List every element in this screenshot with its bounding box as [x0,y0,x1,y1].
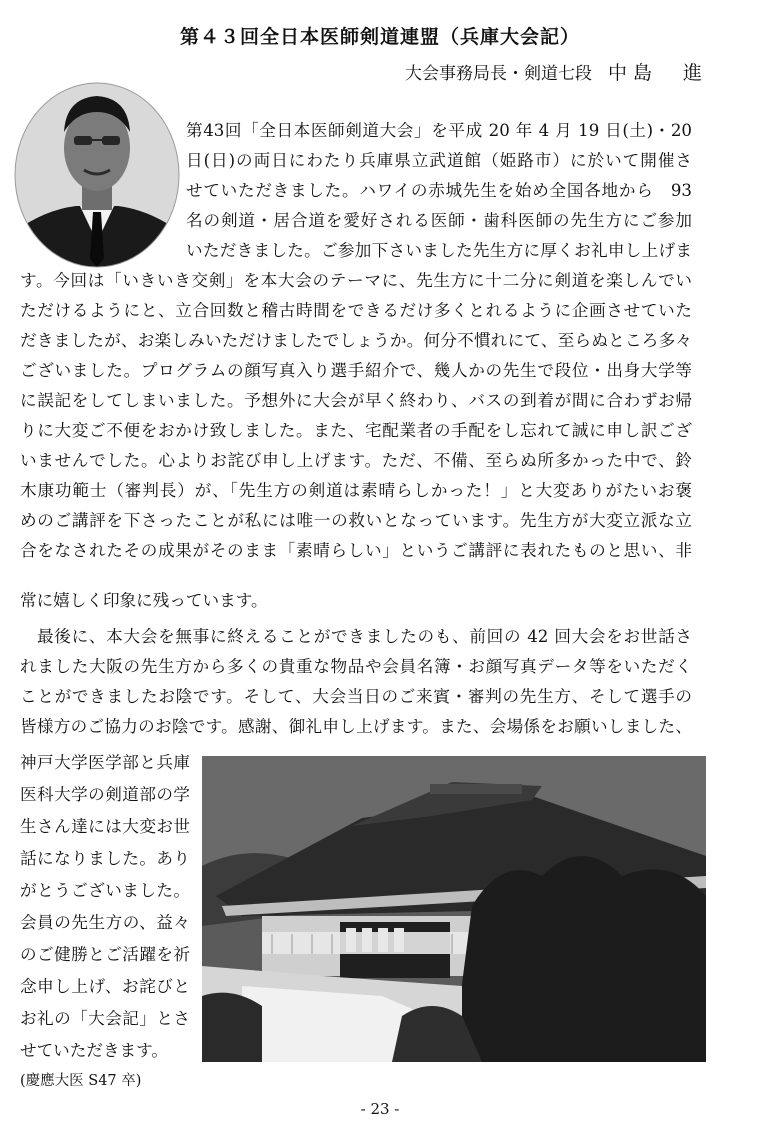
side-line: お礼の「大会記」とさ [20,1009,190,1028]
body-line: いませんでした。心よりお詫び申し上げます。ただ、不備、至らぬ所多かった中で、鈴 [20,451,692,470]
side-line: 話になりました。あり [20,849,190,868]
article-title: 第４３回全日本医師剣道連盟（兵庫大会記） [179,26,580,48]
budokan-photo [202,756,706,1062]
side-line: 念申し上げ、お詫びと [20,977,190,996]
body-line: ことができましたお陰です。そして、大会当日のご来賓・審判の先生方、そして選手の [20,687,692,706]
body-line: いただきました。ご参加下さいました先生方に厚くお礼申し上げま [186,241,692,260]
author-affiliation: (慶應大医 S47 卒) [20,1073,142,1089]
body-line: す。今回は「いきいき交剣」を本大会のテーマに、先生方に十二分に剣道を楽しんでい [20,271,692,290]
body-line: 日(日)の両日にわたり兵庫県立武道館（姫路市）に於いて開催さ [186,151,692,170]
body-line: 常に嬉しく印象に残っています。 [20,591,268,610]
author-role: 大会事務局長・剣道七段 [404,64,592,84]
body-line: 皆様方のご協力のお陰です。感謝、御礼申し上げます。また、会場係をお願いしました、 [20,717,692,736]
body-line: れました大阪の先生方から多くの貴重な物品や会員名簿・お顔写真データ等をいただく [20,657,692,676]
body-line: ございました。プログラムの顔写真入り選手紹介で、幾人かの先生で段位・出身大学等 [20,361,692,380]
side-line: 生さん達には大変お世 [20,817,190,836]
body-line: 木康功範士（審判長）が、「先生方の剣道は素晴らしかった！」と大変ありがたいお褒 [20,481,692,500]
side-line: 医科大学の剣道部の学 [20,785,190,804]
body-line: 最後に、本大会を無事に終えることができましたのも、前回の 42 回大会をお世話さ [37,627,692,646]
body-line: せていただきました。ハワイの赤城先生を始め全国各地から 93 [186,181,692,200]
body-line: だきましたが、お楽しみいただけましたでしょうか。何分不慣れにて、至らぬところ多々 [20,331,692,350]
side-line: のご健勝とご活躍を祈 [20,945,190,964]
body-line: 合をなされたその成果がそのまま「素晴らしい」というご講評に表れたものと思い、非 [20,541,692,560]
body-line: に誤記をしてしまいました。予想外に大会が早く終わり、バスの到着が間に合わずお帰 [20,391,692,410]
body-line: 第43回「全日本医師剣道大会」を平成 20 年 4 月 19 日(土)・20 [186,121,692,140]
body-line: 名の剣道・居合道を愛好される医師・歯科医師の先生方にご参加 [186,211,692,230]
side-line: がとうございました。 [20,881,190,900]
page-number: - 23 - [360,1100,400,1118]
side-line: 神戸大学医学部と兵庫 [20,753,190,772]
side-line: 会員の先生方の、益々 [20,913,190,932]
author-name: 中島 進 [607,62,708,84]
side-line: せていただきます。 [20,1041,169,1060]
body-line: めのご講評を下さったことが私には唯一の救いとなっています。先生方が大変立派な立 [20,511,692,530]
author-portrait [14,82,180,268]
body-line: ただけるようにと、立合回数と稽古時間をできるだけ多くとれるように企画させていた [20,301,692,320]
author-line [405,58,708,85]
body-line: りに大変ご不便をおかけ致しました。また、宅配業者の手配をし忘れて誠に申し訳ござ [20,421,692,440]
